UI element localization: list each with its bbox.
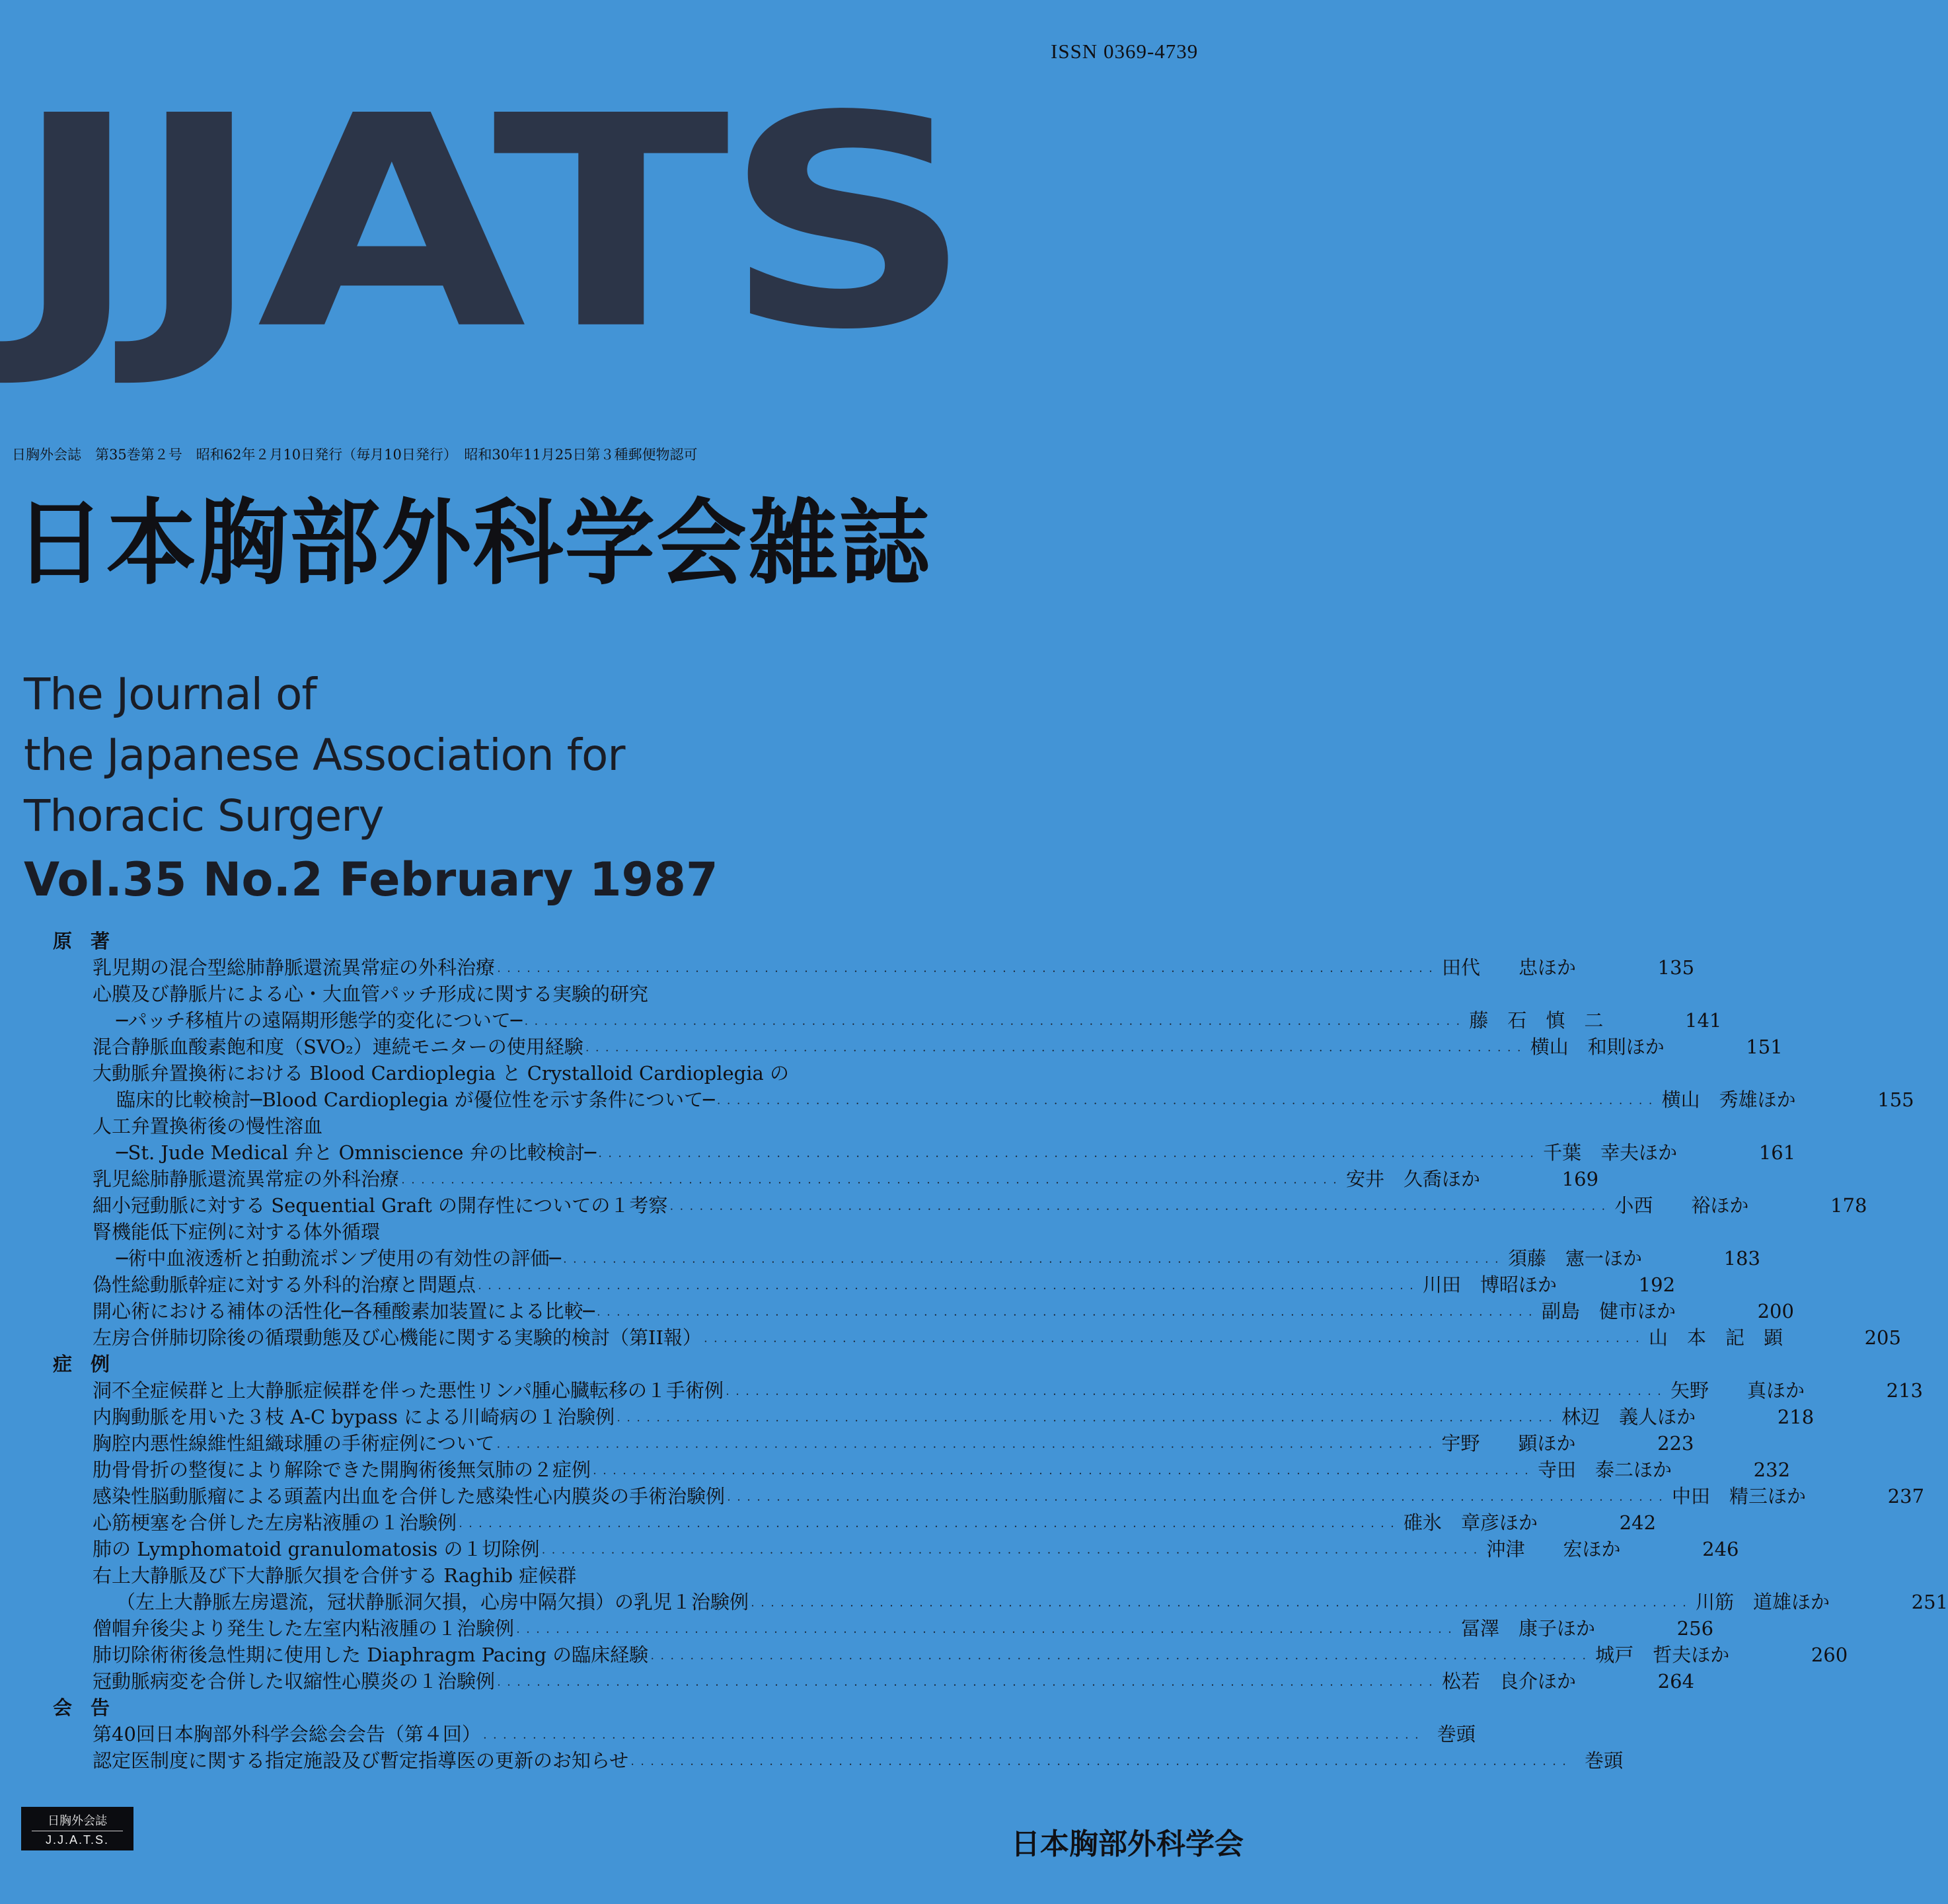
toc-entry-page: 183 [1723, 1247, 1760, 1270]
toc-entry [50, 1747, 1624, 1774]
toc-entry [50, 1404, 1815, 1430]
toc-entry [50, 1034, 1783, 1060]
toc-entry-author: 冨澤 康子ほか [1461, 1617, 1596, 1640]
toc-entry-author: 碓氷 章彦ほか [1404, 1511, 1538, 1534]
toc-entry-page: 237 [1887, 1485, 1925, 1507]
toc-entry [50, 1721, 1476, 1747]
toc-entry-title: 左房合併肺切除後の循環動態及び心機能に関する実験的検討（第II報） [93, 1326, 702, 1349]
toc-entry-author: 中田 精三ほか [1672, 1485, 1807, 1507]
toc-entry-title: 感染性脳動脈瘤による頭蓋内出血を合併した感染性心内膜炎の手術治験例 [93, 1485, 726, 1507]
toc-entry-title: 認定医制度に関する指定施設及び暫定指導医の更新のお知らせ [93, 1749, 629, 1772]
toc-entry-author: 松若 良介ほか [1442, 1670, 1577, 1693]
toc-entry-title: 混合静脈血酸素飽和度（SVO₂）連続モニターの使用経験 [93, 1036, 583, 1058]
toc-entry-author: 川筋 道雄ほか [1696, 1591, 1830, 1613]
toc-entry-author: 山 本 記 顕 [1648, 1326, 1783, 1349]
toc-entry [50, 1113, 1199, 1139]
toc-entry-page: 135 [1657, 956, 1695, 979]
toc-entry-title: 心筋梗塞を合併した左房粘液腫の１治験例 [93, 1511, 457, 1534]
toc-entry [50, 1483, 1925, 1509]
toc-entry [50, 1060, 1199, 1086]
toc-leader-dots [667, 1192, 1609, 1223]
society-name: 日本胸部外科学会 [1011, 1827, 1244, 1861]
toc-entry [50, 1086, 1914, 1113]
toc-entry-author: 寺田 泰二ほか [1538, 1459, 1672, 1481]
toc-entry-author: 副島 健市ほか [1541, 1300, 1676, 1322]
toc-entry-title: 臨床的比較検討─Blood Cardioplegia が優位性を示す条件について─ [116, 1088, 715, 1111]
toc-entry [50, 1509, 1657, 1536]
toc-entry-author: 林辺 義人ほか [1561, 1406, 1696, 1428]
toc-entry [50, 1139, 1796, 1166]
toc-entry [50, 1324, 1901, 1351]
toc-entry-page: 213 [1886, 1379, 1923, 1402]
toc-leader-dots [495, 1668, 1437, 1698]
title-english-line-2: the Japanese Association for [24, 730, 625, 781]
toc-entry-title: 心膜及び静脈片による心・大血管パッチ形成に関する実験的研究 [93, 983, 649, 1005]
toc-entry [50, 1245, 1760, 1272]
toc-entry [50, 1166, 1599, 1192]
toc-entry-page: 151 [1746, 1036, 1783, 1058]
toc-entry-page: 155 [1877, 1088, 1914, 1111]
toc-entry [50, 1430, 1694, 1457]
toc-entry-page: 192 [1638, 1274, 1676, 1296]
toc-entry [50, 1007, 1722, 1034]
toc-leader-dots [715, 1086, 1657, 1117]
toc-entry-title: ─St. Jude Medical 弁と Omniscience 弁の比較検討─ [116, 1141, 597, 1164]
badge-line-1: 日胸外会誌 [48, 1814, 107, 1827]
toc-entry-title: 肺の Lymphomatoid granulomatosis の１切除例 [93, 1538, 540, 1560]
toc-entry-title: 細小冠動脈に対する Sequential Graft の開存性についての１考察 [93, 1194, 668, 1217]
toc-entry [50, 981, 1199, 1007]
toc-entry-page: 256 [1676, 1617, 1714, 1640]
issn-number: ISSN 0369-4739 [1051, 40, 1199, 63]
toc-entry-author: 宇野 顕ほか [1441, 1432, 1576, 1455]
toc-entry [50, 1298, 1794, 1324]
toc-entry [50, 1457, 1791, 1483]
toc-entry-author: 安井 久喬ほか [1346, 1168, 1481, 1190]
toc-entry-title: 大動脈弁置換術における Blood Cardioplegia と Crystalloid Cardioplegia の [93, 1062, 790, 1085]
toc-leader-dots [702, 1324, 1643, 1355]
toc-entry-author: 田代 忠ほか [1442, 956, 1577, 979]
toc-entry-author: 川田 博昭ほか [1423, 1274, 1557, 1296]
toc-entry-page: 200 [1757, 1300, 1794, 1322]
toc-entry-page: 232 [1753, 1459, 1791, 1481]
toc-entry-title: 偽性総動脈幹症に対する外科的治療と問題点 [93, 1274, 476, 1296]
toc-entry-title: 内胸動脈を用いた３枝 A-C bypass による川崎病の１治験例 [93, 1406, 615, 1428]
toc-entry-page: 205 [1864, 1326, 1901, 1349]
toc-entry-author: 横山 秀雄ほか [1661, 1088, 1796, 1111]
toc-entry-page: 巻頭 [1437, 1723, 1476, 1745]
toc-section-heading: 会告 [53, 1696, 129, 1719]
toc-entry-page: 178 [1830, 1194, 1867, 1217]
title-english-line-3: Thoracic Surgery [24, 790, 384, 841]
toc-entry [50, 1192, 1867, 1219]
toc-entry-title: 乳児総肺静脈還流異常症の外科治療 [93, 1168, 400, 1190]
toc-entry-title: ─術中血液透析と拍動流ポンプ使用の有効性の評価─ [116, 1247, 561, 1270]
volume-issue: Vol.35 No.2 February 1987 [24, 853, 718, 907]
toc-entry-page: 218 [1777, 1406, 1815, 1428]
toc-entry [50, 1589, 1948, 1615]
title-japanese: 日本胸部外科学会雑誌 [15, 489, 932, 598]
toc-entry-title: 肺切除術術後急性期に使用した Diaphragm Pacing の臨床経験 [93, 1644, 649, 1666]
abbreviation-badge [21, 1807, 133, 1850]
toc-entry-author: 横山 和則ほか [1530, 1036, 1665, 1058]
toc-entry-title: 人工弁置換術後の慢性溶血 [93, 1115, 323, 1137]
toc-entry-title: 乳児期の混合型総肺静脈還流異常症の外科治療 [93, 956, 496, 979]
toc-entry-page: 264 [1657, 1670, 1695, 1693]
toc-entry-author: 小西 裕ほか [1614, 1194, 1749, 1217]
toc-leader-dots [628, 1747, 1570, 1778]
toc-entry [50, 1562, 1199, 1589]
toc-entry-author: 矢野 真ほか [1670, 1379, 1805, 1402]
journal-logo: JJATS [12, 53, 967, 394]
toc-entry-page: 242 [1619, 1511, 1657, 1534]
toc-entry-author: 沖津 宏ほか [1486, 1538, 1621, 1560]
toc-entry-author: 城戸 哲夫ほか [1595, 1644, 1730, 1666]
toc-section-heading: 症例 [53, 1353, 129, 1375]
toc-entry-page: 223 [1657, 1432, 1694, 1455]
toc-section-heading: 原著 [53, 930, 129, 952]
toc-entry-title: 冠動脈病変を合併した収縮性心膜炎の１治験例 [93, 1670, 496, 1693]
toc-entry-title: 洞不全症候群と上大静脈症候群を伴った悪性リンパ腫心臓転移の１手術例 [93, 1379, 724, 1402]
toc-entry-page: 161 [1758, 1141, 1796, 1164]
toc-entry [50, 1668, 1695, 1695]
toc-entry-page: 巻頭 [1585, 1749, 1624, 1772]
title-english-line-1: The Journal of [24, 669, 317, 720]
toc-entry [50, 1615, 1714, 1642]
toc-entry [50, 1377, 1923, 1404]
publication-info: 日胸外会誌 第35巻第２号 昭和62年２月10日発行（毎月10日発行） 昭和30年11月25日第３種郵便物認可 [12, 447, 698, 463]
toc-entry-page: 246 [1702, 1538, 1739, 1560]
toc-entry-page: 169 [1561, 1168, 1599, 1190]
toc-entry [50, 1642, 1848, 1668]
toc-entry-title: 右上大静脈及び下大静脈欠損を合併する Raghib 症候群 [93, 1564, 577, 1587]
toc-entry-title: 僧帽弁後尖より発生した左室内粘液腫の１治験例 [93, 1617, 515, 1640]
toc-entry [50, 1219, 1199, 1245]
toc-entry-page: 251 [1911, 1591, 1948, 1613]
toc-entry [50, 1272, 1676, 1298]
toc-entry-author: 須藤 憲一ほか [1507, 1247, 1642, 1270]
toc-entry-title: ─パッチ移植片の遠隔期形態学的変化について─ [116, 1009, 523, 1032]
toc-entry-title: 開心術における補体の活性化─各種酸素加装置による比較─ [93, 1300, 595, 1322]
toc-entry [50, 954, 1695, 981]
toc-entry-author: 千葉 幸夫ほか [1543, 1141, 1678, 1164]
toc-entry-title: 腎機能低下症例に対する体外循環 [93, 1221, 381, 1243]
toc-entry-title: 第40回日本胸部外科学会総会会告（第４回） [93, 1723, 481, 1745]
toc-entry-title: 肋骨骨折の整復により解除できた開胸術後無気肺の２症例 [93, 1459, 591, 1481]
toc-entry-author: 藤 石 慎 二 [1469, 1009, 1604, 1032]
toc-entry-title: （左上大静脈左房還流，冠状静脈洞欠損，心房中隔欠損）の乳児１治験例 [116, 1591, 749, 1613]
toc-entry-page: 260 [1811, 1644, 1848, 1666]
toc-leader-dots [539, 1536, 1481, 1566]
table-of-contents [50, 928, 1948, 1774]
toc-entry-title: 胸腔内悪性線維性組織球腫の手術症例について [93, 1432, 495, 1455]
badge-line-2: J.J.A.T.S. [32, 1831, 123, 1848]
toc-entry [50, 1536, 1739, 1562]
toc-entry-page: 141 [1685, 1009, 1722, 1032]
